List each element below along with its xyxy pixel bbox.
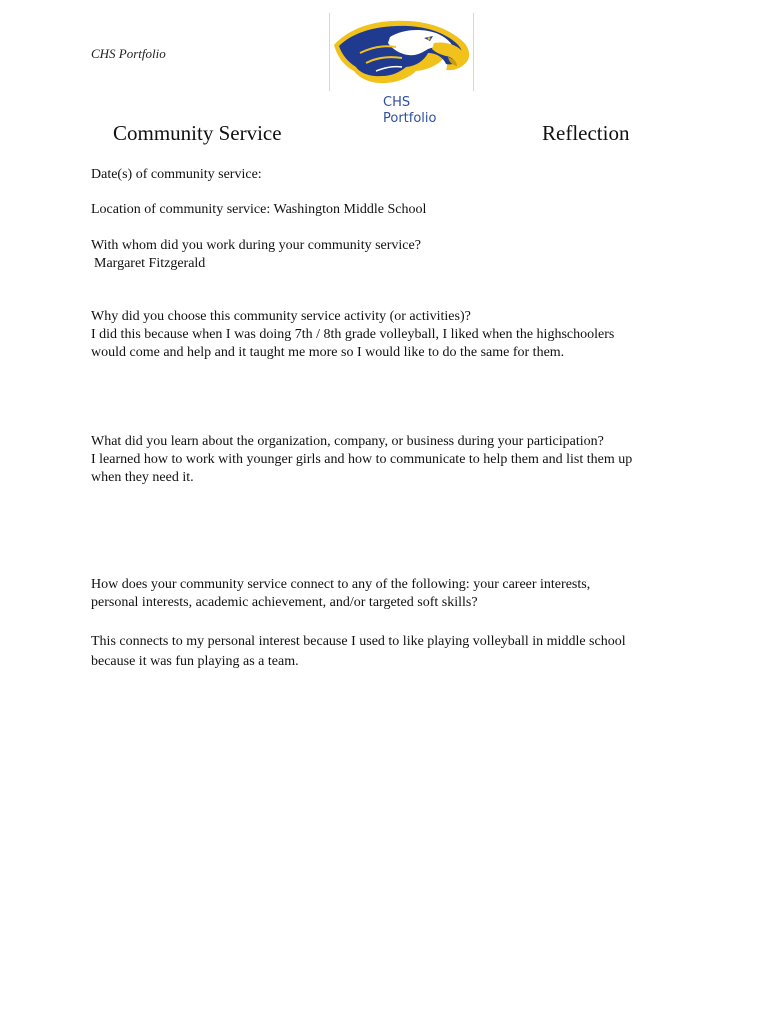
whom-question: With whom did you work during your community service? bbox=[91, 238, 421, 253]
q2-question: What did you learn about the organization, company, or business during your participation? bbox=[91, 434, 604, 449]
q1-question: Why did you choose this community service activity (or activities)? bbox=[91, 309, 471, 324]
q3-answer-line: because it was fun playing as a team. bbox=[91, 654, 299, 669]
logo-caption bbox=[383, 95, 436, 127]
logo-caption-line1: CHS bbox=[383, 95, 411, 110]
whom-answer: Margaret Fitzgerald bbox=[94, 256, 206, 271]
header-left-text: CHS Portfolio bbox=[91, 46, 166, 61]
q3-question-line: How does your community service connect to any of the following: your career interests, bbox=[91, 577, 591, 592]
q3-answer-line: This connects to my personal interest because I used to like playing volleyball in middle school bbox=[91, 634, 626, 649]
q2-answer-line: I learned how to work with younger girls and how to communicate to help them and list them up bbox=[91, 452, 633, 467]
eagle-logo-graphic bbox=[330, 13, 473, 91]
dates-label: Date(s) of community service: bbox=[91, 167, 262, 182]
location-line: Location of community service: Washington Middle School bbox=[91, 202, 427, 217]
title-community-service: Community Service bbox=[113, 121, 282, 145]
logo-caption-line2: Portfolio bbox=[383, 111, 437, 126]
q2-answer-line: when they need it. bbox=[91, 470, 194, 485]
q1-answer-line: would come and help and it taught me more so I would like to do the same for them. bbox=[91, 345, 565, 360]
title-reflection: Reflection bbox=[542, 121, 630, 145]
eagle-head-logo-icon bbox=[329, 13, 474, 91]
q3-question-line: personal interests, academic achievement, and/or targeted soft skills? bbox=[91, 595, 478, 610]
q1-answer-line: I did this because when I was doing 7th / 8th grade volleyball, I liked when the highschoolers bbox=[91, 327, 615, 342]
